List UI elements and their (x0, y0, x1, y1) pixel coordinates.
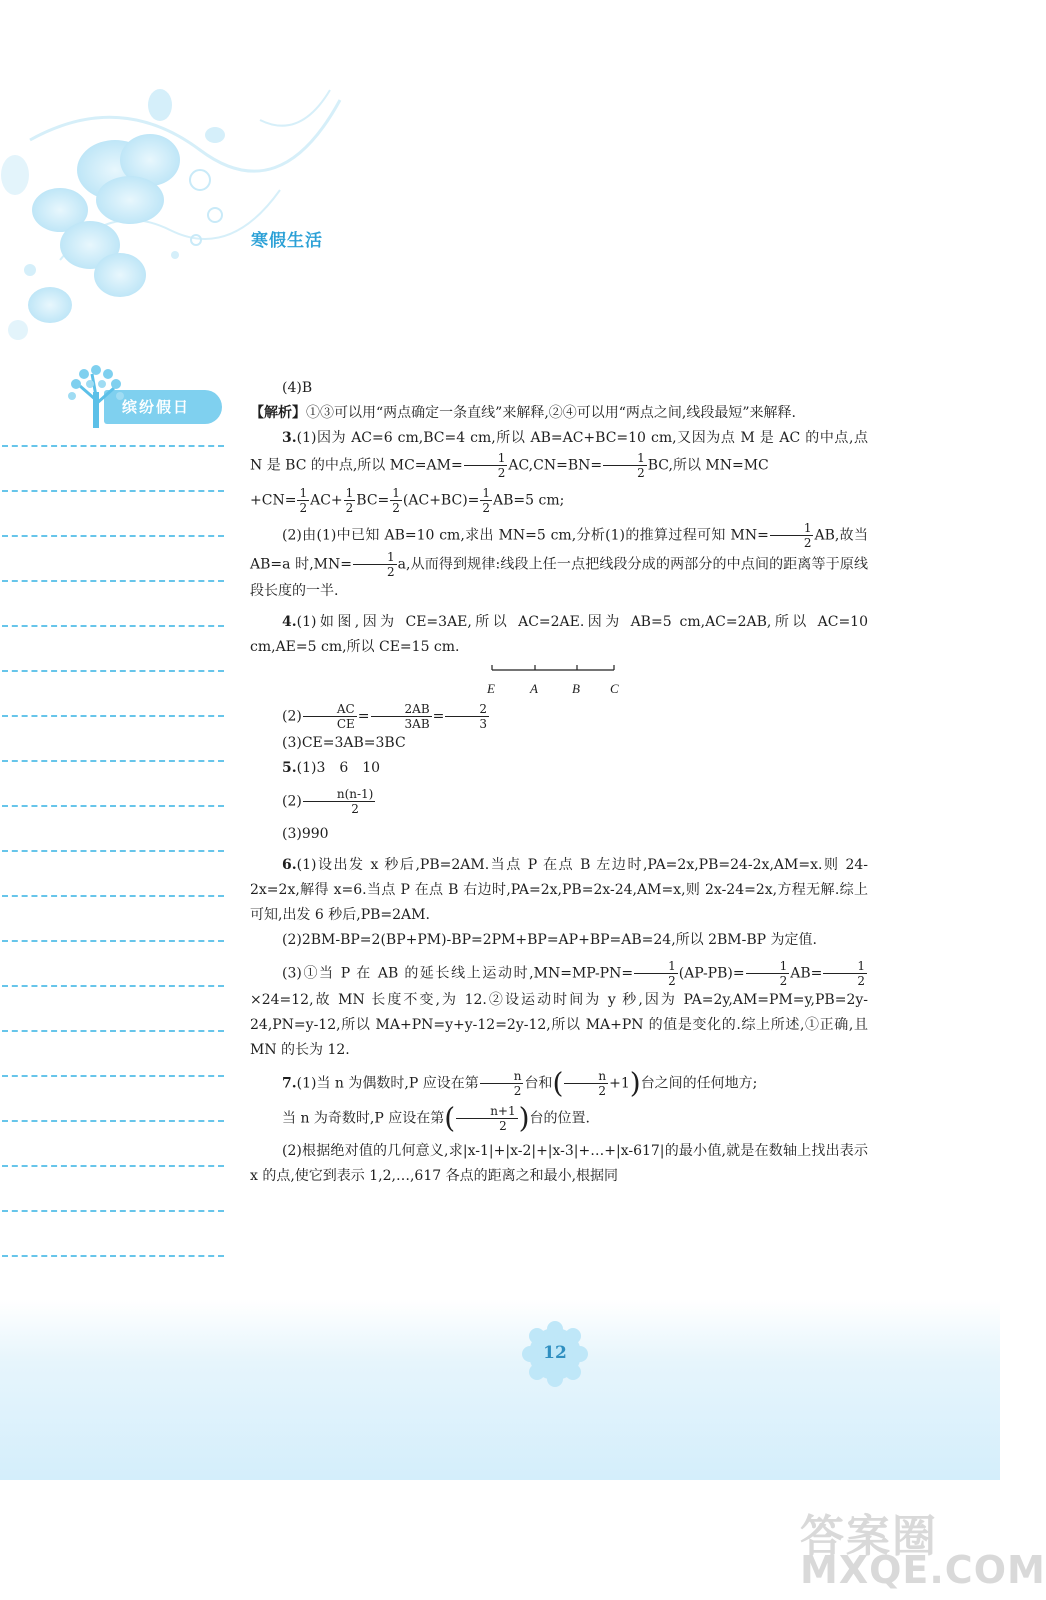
frac-num: n+1 (456, 1104, 517, 1119)
fraction (353, 550, 397, 579)
frac-num: 2AB (371, 702, 432, 717)
note-line (2, 1210, 224, 1212)
fraction (303, 702, 357, 731)
note-line (2, 850, 224, 852)
note-line (2, 445, 224, 447)
frac-den: 2 (499, 1119, 507, 1133)
answer-q3-1 (250, 426, 868, 480)
note-line (2, 1255, 224, 1257)
fraction (390, 486, 402, 515)
page-number-badge (521, 1320, 589, 1388)
note-line (2, 1165, 224, 1167)
note-line (2, 985, 224, 987)
note-line (2, 940, 224, 942)
text: 台和 (524, 1075, 553, 1092)
frac-num: 1 (353, 550, 397, 565)
answer-q5-1 (250, 756, 868, 781)
fraction (445, 702, 489, 731)
note-line (2, 895, 224, 897)
page-number: 12 (543, 1343, 567, 1363)
answer-q6-3 (250, 959, 868, 1063)
text: +1 (609, 1075, 630, 1092)
frac-den: 2 (668, 974, 676, 988)
frac-den: 2 (513, 1084, 522, 1098)
fraction (344, 486, 356, 515)
segment-figure (250, 662, 868, 696)
note-line (2, 535, 224, 537)
fraction (770, 521, 814, 550)
answer-q7-1: 7.(1)当 n 为偶数时,P 应设在第 $\frac{n}{2}$ 台和( $\frac{n}{2}$ +1)台之间的任何地方; (282, 1066, 758, 1100)
answer-q5-3: (3)990 (282, 826, 329, 842)
answer-q4-2: (2) $\frac{AC}{CE}$ = $\frac{2AB}{3AB}$ = $\frac{2}{3}$ (282, 702, 488, 731)
answer-q6-1 (250, 853, 868, 928)
analysis-paragraph (250, 401, 868, 426)
watermark-line2: MXQE.COM (800, 1548, 1046, 1592)
text: (2) (282, 708, 302, 725)
frac-den: 2 (497, 466, 506, 480)
text: a,从而得到规律:线段上任一点把线段分成的两部分的中点间的距离等于原线段长度的一半. (250, 556, 868, 599)
question-number: 7. (282, 1075, 297, 1092)
frac-num: 1 (603, 451, 647, 466)
frac-den: 2 (598, 1084, 607, 1098)
fraction (464, 451, 508, 480)
watermark (800, 1500, 1046, 1595)
text: AB,故当 AB=a 时,MN= (250, 527, 868, 573)
badge-label: 缤纷假日 (122, 398, 191, 416)
frac-num: 1 (392, 486, 400, 500)
analysis-text: ①③可以用“两点确定一条直线”来解释,②④可以用“两点之间,线段最短”来解释. (306, 405, 796, 421)
question-number: 5. (282, 760, 297, 776)
point-label-b: B (572, 681, 580, 696)
answer-q2-4: (4)B (282, 380, 313, 396)
floral-decoration (0, 0, 360, 380)
frac-den: 2 (857, 974, 865, 988)
note-line (2, 805, 224, 807)
frac-num: n (564, 1069, 608, 1084)
text: (AC+BC)= (402, 492, 480, 509)
frac-den: 2 (482, 501, 491, 515)
fraction (823, 959, 867, 988)
frac-num: n (480, 1069, 524, 1084)
text: AB= (790, 965, 823, 982)
frac-num: 1 (464, 451, 508, 466)
frac-num: n(n-1) (303, 787, 376, 802)
fraction (564, 1069, 608, 1098)
text: BC= (356, 492, 390, 509)
point-label-e: E (487, 681, 495, 696)
frac-den: 2 (351, 802, 359, 816)
text: (2) (282, 793, 302, 810)
fraction (480, 1069, 524, 1098)
frac-num: 1 (482, 486, 491, 500)
frac-den: 3AB (404, 717, 430, 731)
text: AB=5 cm; (493, 492, 565, 509)
answer-q4-1 (250, 610, 868, 660)
answer-q4-3: (3)CE=3AB=3BC (282, 735, 406, 751)
frac-den: 2 (387, 565, 395, 579)
frac-num: 2 (445, 702, 489, 717)
header-title: 寒假生活 (251, 231, 323, 251)
note-line (2, 625, 224, 627)
text: AC+ (310, 492, 343, 509)
note-lines (0, 445, 230, 1300)
answer-q7-2: (2)根据绝对值的几何意义,求|x-1|+|x-2|+|x-3|+…+|x-617|的最小值,就是在数轴上找出表示 x 的点,使它到表示 1,2,…,617 各点的距离之和最小,根据同 (250, 1143, 868, 1184)
text: (1)当 n 为偶数时,P 应设在第 (296, 1075, 479, 1092)
frac-num: 1 (823, 959, 867, 974)
sidebar-badge (62, 360, 222, 432)
fraction (746, 959, 790, 988)
fraction (603, 451, 647, 480)
frac-den: 2 (392, 501, 400, 515)
text: (2)由(1)中已知 AB=10 cm,求出 MN=5 cm,分析(1)的推算过程可知 MN= (282, 527, 769, 544)
point-label-c: C (610, 681, 619, 696)
note-line (2, 1030, 224, 1032)
text: (1)3 6 10 (296, 760, 381, 776)
text: (AP-PB)= (678, 965, 745, 982)
fraction (456, 1104, 517, 1133)
note-line (2, 490, 224, 492)
note-line (2, 1120, 224, 1122)
text: (1)因为 AC=6 cm,BC=4 cm,所以 AB=AC+BC=10 cm,又因为点 M 是 AC 的中点,点 N 是 BC 的中点,所以 MC=AM= (250, 430, 868, 474)
frac-num: AC (303, 702, 357, 717)
answer-content (250, 376, 868, 1189)
question-number: 4. (282, 614, 297, 630)
text: 台的位置. (529, 1110, 590, 1127)
answer-q7-1-odd: 当 n 为奇数时,P 应设在第( $\frac{n+1}{2}$ )台的位置. (282, 1101, 590, 1135)
frac-den: CE (336, 717, 355, 731)
note-line (2, 670, 224, 672)
answer-q6-2: (2)2BM-BP=2(BP+PM)-BP=2PM+BP=AP+BP=AB=24,所以 2BM-BP 为定值. (282, 932, 817, 948)
frac-den: 2 (637, 466, 645, 480)
text: ×24=12,故 MN 长度不变,为 12.②设运动时间为 y 秒,因为 PA=2y,AM=PM=y,PB=2y-24,PN=y-12,所以 MA+PN=y+y-12=2y-12,所以 MA+PN 的值是变化的.综上所述,①正确,且 MN 的长为 12. (250, 992, 868, 1058)
question-number: 3. (282, 430, 297, 446)
note-line (2, 580, 224, 582)
frac-den: 2 (803, 536, 812, 550)
point-label-a: A (530, 681, 538, 696)
text: (1)如图,因为 CE=3AE,所以 AC=2AE.因为 AB=5 cm,AC=2AB,所以 AC=10 cm,AE=5 cm,所以 CE=15 cm. (250, 614, 868, 655)
question-number: 6. (282, 857, 297, 873)
frac-num: 1 (345, 486, 354, 500)
text: (1)设出发 x 秒后,PB=2AM.当点 P 在点 B 左边时,PA=2x,PB=24-2x,AM=x.则 24-2x=2x,解得 x=6.当点 P 在点 B 右边时,PA=2x,PB=2x-24,AM=x,则 2x-24=2x,方程无解.综上可知,出发 6 秒后,PB=2AM. (250, 857, 868, 923)
fraction (371, 702, 432, 731)
text: 当 n 为奇数时,P 应设在第 (282, 1110, 445, 1127)
note-line (2, 1075, 224, 1077)
text: AC,CN=BN= (508, 457, 603, 474)
note-line (2, 715, 224, 717)
text: BC,所以 MN=MC (647, 457, 769, 474)
segment-line (480, 662, 620, 678)
answer-q5-2 (250, 787, 868, 816)
frac-num: 1 (746, 959, 790, 974)
text: (3)①当 P 在 AB 的延长线上运动时,MN=MP-PN= (282, 965, 634, 982)
analysis-label: 【解析】 (250, 405, 306, 421)
frac-den: 2 (299, 501, 308, 515)
frac-den: 2 (345, 501, 354, 515)
fraction (303, 787, 376, 816)
answer-q3-2 (250, 521, 868, 604)
fraction (297, 486, 309, 515)
frac-num: 1 (634, 959, 678, 974)
answer-q3-1-cont (250, 486, 868, 515)
fraction (480, 486, 492, 515)
note-line (2, 760, 224, 762)
frac-den: 3 (479, 717, 488, 731)
text: 台之间的任何地方; (640, 1075, 758, 1092)
watermark-line1: 答案圈 (800, 1511, 938, 1562)
footer-band (0, 1300, 1000, 1480)
frac-den: 2 (779, 974, 788, 988)
frac-num: 1 (770, 521, 814, 536)
fraction (634, 959, 678, 988)
frac-num: 1 (299, 486, 308, 500)
text: +CN= (250, 492, 297, 509)
